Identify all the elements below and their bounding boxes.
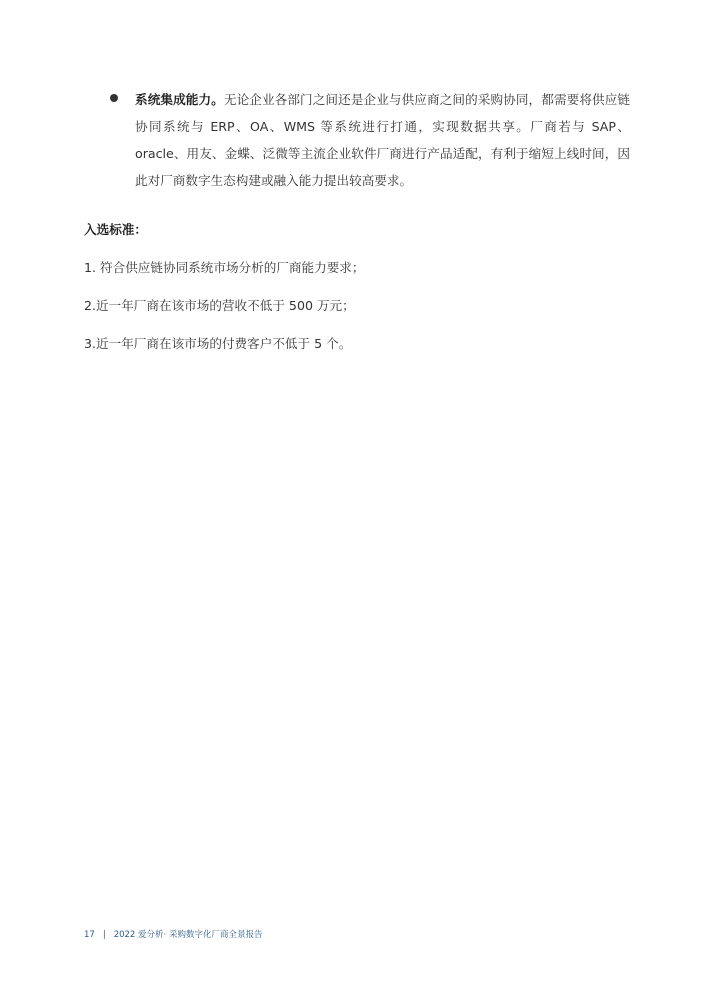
bullet-dot-icon <box>110 94 118 102</box>
selection-criteria <box>84 220 644 372</box>
criteria-item: 1. 符合供应链协同系统市场分析的厂商能力要求； <box>84 260 365 275</box>
page-number: 17 <box>84 930 95 940</box>
criteria-title: 入选标准： <box>84 222 147 237</box>
criteria-item: 2.近一年厂商在该市场的营收不低于 500 万元； <box>84 298 355 313</box>
bullet-lead: 系统集成能力。 <box>135 92 224 107</box>
footer-separator: | <box>102 930 106 940</box>
report-title: 2022 爱分析· 采购数字化厂商全景报告 <box>113 930 263 940</box>
bullet-item-system-integration <box>110 86 630 194</box>
criteria-item: 3.近一年厂商在该市场的付费客户不低于 5 个。 <box>84 336 352 351</box>
bullet-paragraph <box>135 86 630 194</box>
page-footer <box>84 928 262 942</box>
bullet-body: 无论企业各部门之间还是企业与供应商之间的采购协同，都需要将供应链协同系统与 ERP、OA、WMS 等系统进行打通，实现数据共享。厂商若与 SAP、oracle、用友、金蝶、泛微等主流企业软件厂商进行产品适配，有利于缩短上线时间，因此对厂商数字生态构建或融入能力提出较高要求。 <box>135 92 631 188</box>
